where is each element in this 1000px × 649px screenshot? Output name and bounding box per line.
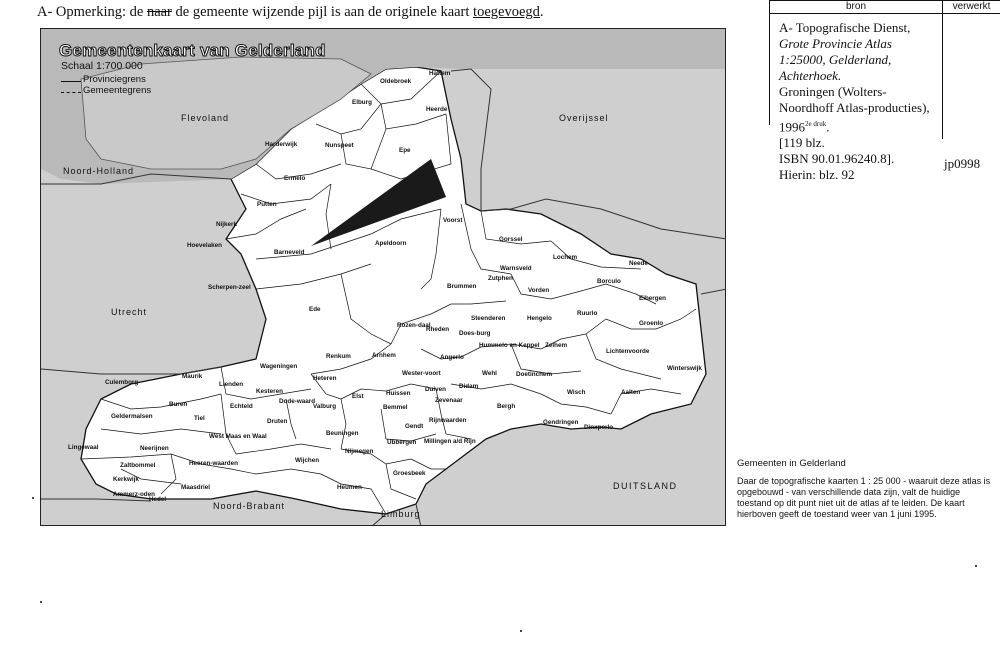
municipality-label: Rozen-daal bbox=[397, 322, 431, 329]
municipality-label: Wageningen bbox=[260, 363, 298, 370]
municipality-label: Rheden bbox=[426, 326, 450, 333]
municipality-label: Bemmel bbox=[383, 404, 408, 411]
municipality-label: Brummen bbox=[447, 283, 477, 290]
municipality-label: Maasdriel bbox=[181, 484, 211, 491]
region-label: DUITSLAND bbox=[613, 481, 678, 491]
caption-body: Daar de topografische kaarten 1 : 25 000 - waaruit deze atlas is opgebouwd - van verschillende data zijn, valt de huidige toestand op dit punt niet uit de atlas af te leiden. De kaart hierboven geeft de toestand weer van 1 juni 1995. bbox=[737, 476, 991, 519]
municipality-label: Neede bbox=[629, 260, 648, 267]
scan-speck bbox=[520, 630, 522, 632]
municipality-label: Neerijnen bbox=[140, 445, 169, 452]
municipality-label: Angerlo bbox=[440, 354, 464, 361]
remark-end: . bbox=[539, 4, 544, 20]
municipality-label: Heeren-waarden bbox=[189, 460, 238, 467]
remark-prefix: A- Opmerking: de bbox=[37, 4, 144, 20]
municipality-label: Groesbeek bbox=[393, 470, 426, 477]
municipality-label: Hummelo en Keppel bbox=[479, 342, 540, 349]
municipality-label: Does-burg bbox=[459, 330, 491, 337]
municipality-label: Culemborg bbox=[105, 379, 139, 386]
remark-line bbox=[37, 4, 544, 21]
source-publisher: Groningen (Wolters-Noordhoff Atlas-producties), 1996 bbox=[779, 84, 930, 135]
municipality-label: Steenderen bbox=[471, 315, 506, 322]
municipality-label: Echteld bbox=[230, 403, 253, 410]
source-text: A- Topografische Dienst, Grote Provincie Atlas 1:25000, Gelderland, Achterhoek. Groningen (Wolters-Noordhoff Atlas-producties), $1996^{2e druk}$. [119 blz. ISBN 90.01.96240.8]. Hierin: blz. 92 bbox=[779, 20, 939, 183]
municipality-label: Winterswijk bbox=[667, 365, 702, 372]
municipality-label: Lochem bbox=[553, 254, 578, 261]
municipality-label: Rijnwaarden bbox=[429, 417, 467, 424]
municipality-label: Hattem bbox=[429, 70, 451, 77]
municipality-label: Renkum bbox=[326, 353, 351, 360]
table-header-verwerkt: verwerkt bbox=[952, 1, 991, 12]
municipality-label: Voorst bbox=[443, 217, 463, 224]
source-isbn: ISBN 90.01.96240.8]. bbox=[779, 151, 895, 167]
municipality-label: Duiven bbox=[425, 386, 446, 393]
municipality-label: Nunspeet bbox=[325, 142, 354, 149]
municipality-label: Dode-waard bbox=[279, 398, 316, 405]
municipality-label: Ammerz-oden bbox=[113, 491, 155, 498]
remark-struck-word: naar bbox=[146, 4, 172, 20]
municipality-label: Zutphen bbox=[488, 275, 513, 282]
municipality-label: Druten bbox=[267, 418, 288, 425]
municipality-label: Gorssel bbox=[499, 236, 523, 243]
municipality-label: Borculo bbox=[597, 278, 621, 285]
remark-underlined-word: toegevoegd bbox=[473, 4, 540, 20]
source-hierin: Hierin: blz. 92 bbox=[779, 167, 855, 183]
municipality-label: Warnsveld bbox=[500, 265, 532, 272]
region-label: Noord-Brabant bbox=[213, 501, 286, 511]
source-atlas-title: Grote Provincie Atlas 1:25000, Gelderland, Achterhoek. bbox=[779, 36, 892, 83]
municipality-label: Scherpen-zeel bbox=[208, 284, 251, 291]
municipality-label: Geldermalsen bbox=[111, 413, 153, 420]
legend-province-label: Provinciegrens bbox=[83, 74, 146, 85]
municipality-label: Groenlo bbox=[639, 320, 664, 327]
municipality-label: Wehl bbox=[482, 370, 497, 377]
scan-speck bbox=[32, 497, 34, 499]
municipality-label: Maurik bbox=[182, 373, 203, 380]
region-label: Noord-Holland bbox=[63, 166, 135, 176]
map-scale: Schaal 1:700 000 bbox=[61, 60, 143, 72]
municipality-label: Dinxperlo bbox=[584, 424, 614, 431]
municipality-label: Epe bbox=[399, 147, 411, 154]
legend-province-line bbox=[61, 81, 81, 82]
municipality-label: Zaltbommel bbox=[120, 462, 156, 469]
source-line1: A- Topografische Dienst, bbox=[779, 20, 911, 35]
municipality-label: West Maas en Waal bbox=[209, 433, 267, 440]
municipality-label: Tiel bbox=[194, 415, 205, 422]
municipality-label: Aalten bbox=[621, 389, 641, 396]
municipality-label: Heteren bbox=[313, 375, 337, 382]
gelderland-map bbox=[40, 28, 726, 526]
municipality-label: Nijmegen bbox=[345, 448, 374, 455]
region-label: Flevoland bbox=[181, 113, 230, 123]
municipality-label: Lingewaal bbox=[68, 444, 99, 451]
municipality-label: Valburg bbox=[313, 403, 337, 410]
source-edition: 2e druk bbox=[805, 120, 827, 128]
municipality-label: Ede bbox=[309, 306, 321, 313]
municipality-label: Beuningen bbox=[326, 430, 359, 437]
municipality-label: Gendringen bbox=[543, 419, 579, 426]
document-code: jp0998 bbox=[944, 156, 981, 171]
municipality-label: Buren bbox=[169, 401, 188, 408]
municipality-label: Putten bbox=[257, 201, 277, 208]
municipality-label: Bergh bbox=[497, 403, 516, 410]
remark-middle: de gemeente wijzende pijl is aan de originele kaart bbox=[175, 4, 470, 20]
municipality-label: Elburg bbox=[352, 99, 372, 106]
municipality-label: Vorden bbox=[528, 287, 550, 294]
municipality-label: Zelhem bbox=[545, 342, 568, 349]
municipality-label: Wisch bbox=[567, 389, 586, 396]
table-header-bron: bron bbox=[845, 1, 866, 12]
scan-speck bbox=[975, 565, 977, 567]
municipality-label: Hoevelaken bbox=[187, 242, 223, 249]
table-mid-line bbox=[942, 0, 943, 139]
source-pages: [119 blz. bbox=[779, 135, 825, 151]
legend-municipal-line bbox=[61, 92, 81, 93]
municipality-label: Wester-voort bbox=[402, 370, 441, 377]
municipality-label: Ubbergen bbox=[387, 439, 417, 446]
municipality-label: Doetinchem bbox=[516, 371, 553, 378]
region-label: Limburg bbox=[381, 509, 421, 519]
municipality-label: Wijchen bbox=[295, 457, 320, 464]
municipality-label: Arnhem bbox=[372, 352, 396, 359]
municipality-label: Kesteren bbox=[256, 388, 283, 395]
municipality-label: Eibergen bbox=[639, 295, 666, 302]
scan-speck bbox=[40, 601, 42, 603]
municipality-label: Elst bbox=[352, 393, 364, 400]
municipality-label: Apeldoorn bbox=[375, 240, 407, 247]
municipality-label: Ermelo bbox=[284, 175, 306, 182]
municipality-label: Zevenaar bbox=[435, 397, 463, 404]
municipality-label: Heumen bbox=[337, 484, 362, 491]
municipality-label: Kerkwijk bbox=[113, 476, 139, 483]
municipality-label: Oldebroek bbox=[380, 78, 412, 85]
table-left-line bbox=[769, 0, 770, 125]
municipality-label: Hengelo bbox=[527, 315, 552, 322]
region-label: Overijssel bbox=[559, 113, 609, 123]
municipality-label: Barneveld bbox=[274, 249, 305, 256]
map-title: Gemeentenkaart van Gelderland bbox=[59, 41, 326, 60]
municipality-label: Didam bbox=[459, 383, 479, 390]
municipality-label: Harderwijk bbox=[265, 141, 298, 148]
municipality-label: Hedel bbox=[149, 496, 167, 503]
municipality-label: Lichtenvoorde bbox=[606, 348, 650, 355]
municipality-label: Nijkerk bbox=[216, 221, 238, 228]
municipality-label: Huissen bbox=[386, 390, 411, 397]
municipality-label: Lienden bbox=[219, 381, 244, 388]
region-label: Utrecht bbox=[111, 307, 148, 317]
municipality-label: Ruurlo bbox=[577, 310, 598, 317]
legend-municipal-label: Gemeentegrens bbox=[83, 85, 152, 96]
caption-title: Gemeenten in Gelderland bbox=[737, 458, 846, 469]
municipality-label: Gendt bbox=[405, 423, 424, 430]
municipality-label: Heerde bbox=[426, 106, 448, 113]
municipality-label: Millingen a/d Rijn bbox=[424, 438, 476, 445]
